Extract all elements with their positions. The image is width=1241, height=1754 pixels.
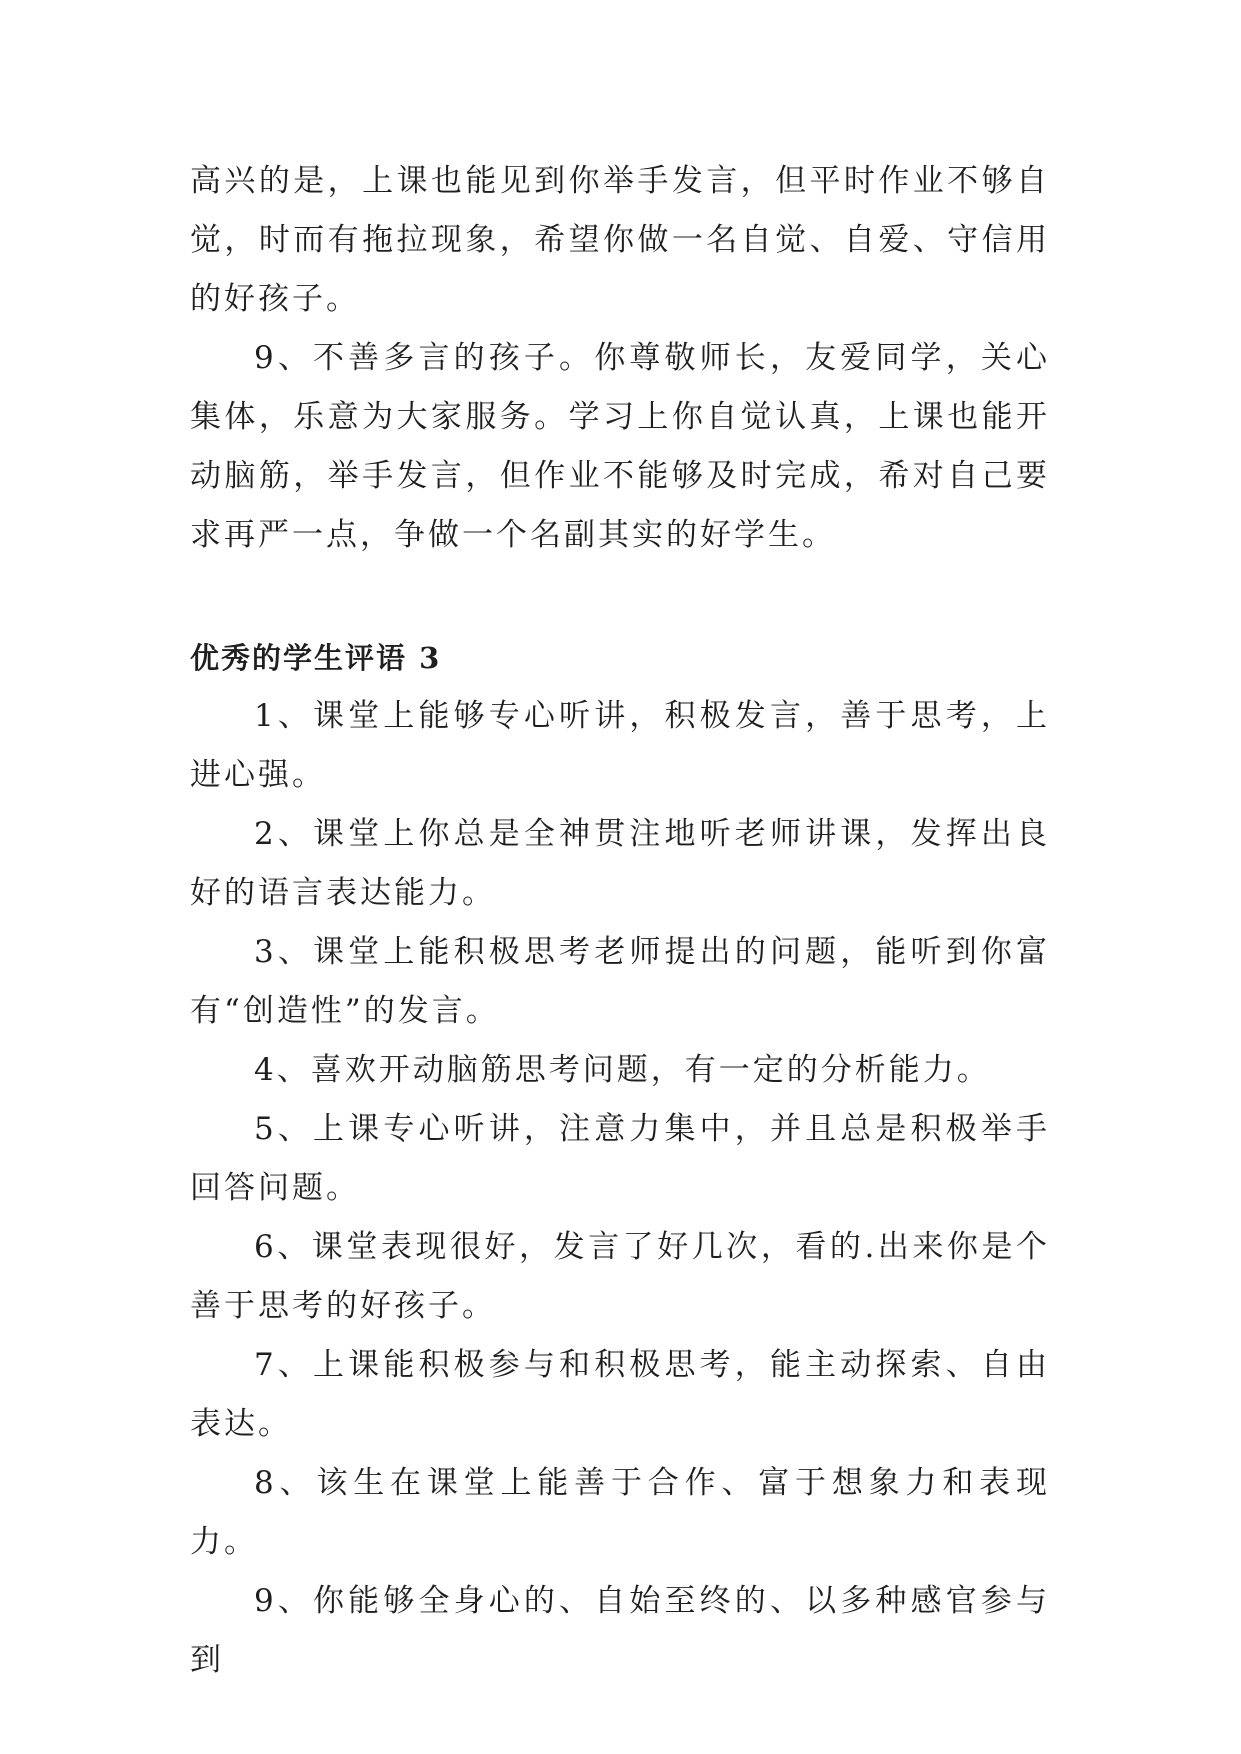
list-item: 1、课堂上能够专心听讲，积极发言，善于思考，上进心强。 xyxy=(190,698,1050,793)
section-heading: 优秀的学生评语 3 xyxy=(190,641,442,675)
list-item: 9、你能够全身心的、自始至终的、以多种感官参与到 xyxy=(190,1583,1050,1678)
list-item: 3、课堂上能积极思考老师提出的问题，能听到你富有“创造性”的发言。 xyxy=(190,934,1050,1029)
list-item: 2、课堂上你总是全神贯注地听老师讲课，发挥出良好的语言表达能力。 xyxy=(190,816,1050,911)
document-body xyxy=(190,152,1050,1690)
list-item: 5、上课专心听讲，注意力集中，并且总是积极举手回答问题。 xyxy=(190,1111,1050,1206)
list-item: 6、课堂表现很好，发言了好几次，看的.出来你是个善于思考的好孩子。 xyxy=(190,1229,1050,1324)
list-item: 4、喜欢开动脑筋思考问题，有一定的分析能力。 xyxy=(254,1052,991,1088)
list-item: 7、上课能积极参与和积极思考，能主动探索、自由表达。 xyxy=(190,1347,1050,1442)
paragraph-item-9: 9、不善多言的孩子。你尊敬师长，友爱同学，关心集体，乐意为大家服务。学习上你自觉认真，上课也能开动脑筋，举手发言，但作业不能够及时完成，希对自己要求再严一点，争做一个名副其实的好学生。 xyxy=(190,340,1050,553)
paragraph-continuation: 高兴的是，上课也能见到你举手发言，但平时作业不够自觉，时而有拖拉现象，希望你做一名自觉、自爱、守信用的好孩子。 xyxy=(190,163,1050,317)
list-item: 8、该生在课堂上能善于合作、富于想象力和表现力。 xyxy=(190,1465,1050,1560)
